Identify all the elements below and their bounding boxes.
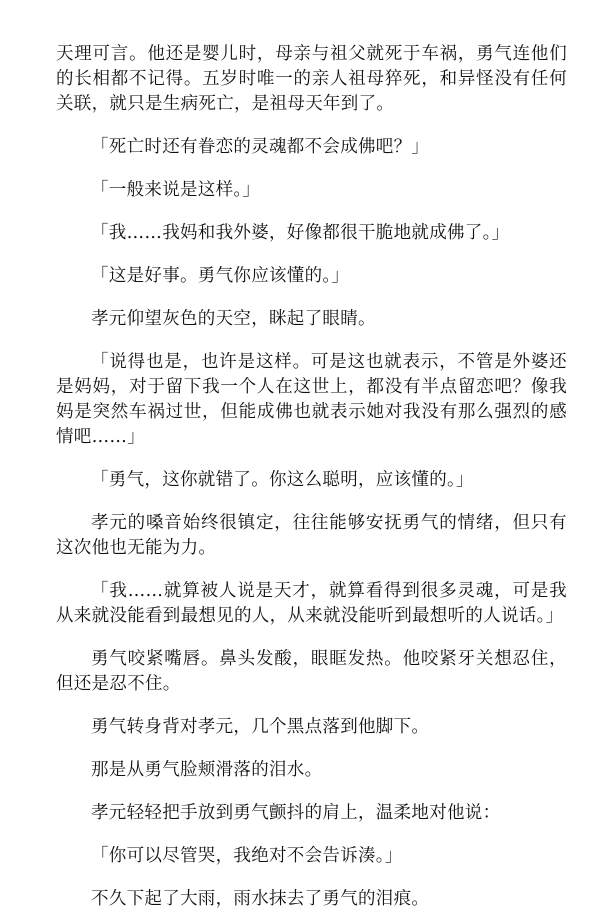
paragraph-10: 「我……就算被人说是天才，就算看得到很多灵魂，可是我从来就没能看到最想见的人，从来就没能听到最想听的人说话。」 (56, 581, 567, 626)
paragraph-4: 「我……我妈和我外婆，好像都很干脆地就成佛了。」 (91, 223, 510, 243)
paragraph-9: 孝元的嗓音始终很镇定，往往能够安抚勇气的情绪，但只有这次他也无能为力。 (56, 513, 567, 558)
paragraph-1: 天理可言。他还是婴儿时，母亲与祖父就死于车祸，勇气连他们的长相都不记得。五岁时唯一的亲人祖母猝死，和异怪没有任何关联，就只是生病死亡，是祖母天年到了。 (56, 44, 567, 114)
paragraph-11: 勇气咬紧嘴唇。鼻头发酸，眼眶发热。他咬紧牙关想忍住，但还是忍不住。 (56, 649, 567, 694)
paragraph-12: 勇气转身背对孝元，几个黑点落到他脚下。 (91, 717, 430, 737)
paragraph-14: 孝元轻轻把手放到勇气颤抖的肩上，温柔地对他说： (91, 803, 501, 823)
paragraph-2: 「死亡时还有眷恋的灵魂都不会成佛吧？」 (91, 137, 430, 157)
paragraph-15: 「你可以尽管哭，我绝对不会告诉湊。」 (91, 846, 403, 866)
paragraph-7: 「说得也是，也许是这样。可是这也就表示，不管是外婆还是妈妈，对于留下我一个人在这世上，都没有半点留恋吧？像我妈是突然车祸过世，但能成佛也就表示她对我没有那么强烈的感情吧……」 (56, 352, 567, 447)
paragraph-6: 孝元仰望灰色的天空，眯起了眼睛。 (91, 309, 376, 329)
paragraph-16: 不久下起了大雨，雨水抹去了勇气的泪痕。 (91, 889, 430, 909)
paragraph-13: 那是从勇气脸颊滑落的泪水。 (91, 760, 323, 780)
paragraph-8: 「勇气，这你就错了。你这么聪明，应该懂的。」 (91, 470, 474, 490)
paragraph-3: 「一般来说是这样。」 (91, 180, 261, 200)
paragraph-5: 「这是好事。勇气你应该懂的。」 (91, 266, 350, 286)
